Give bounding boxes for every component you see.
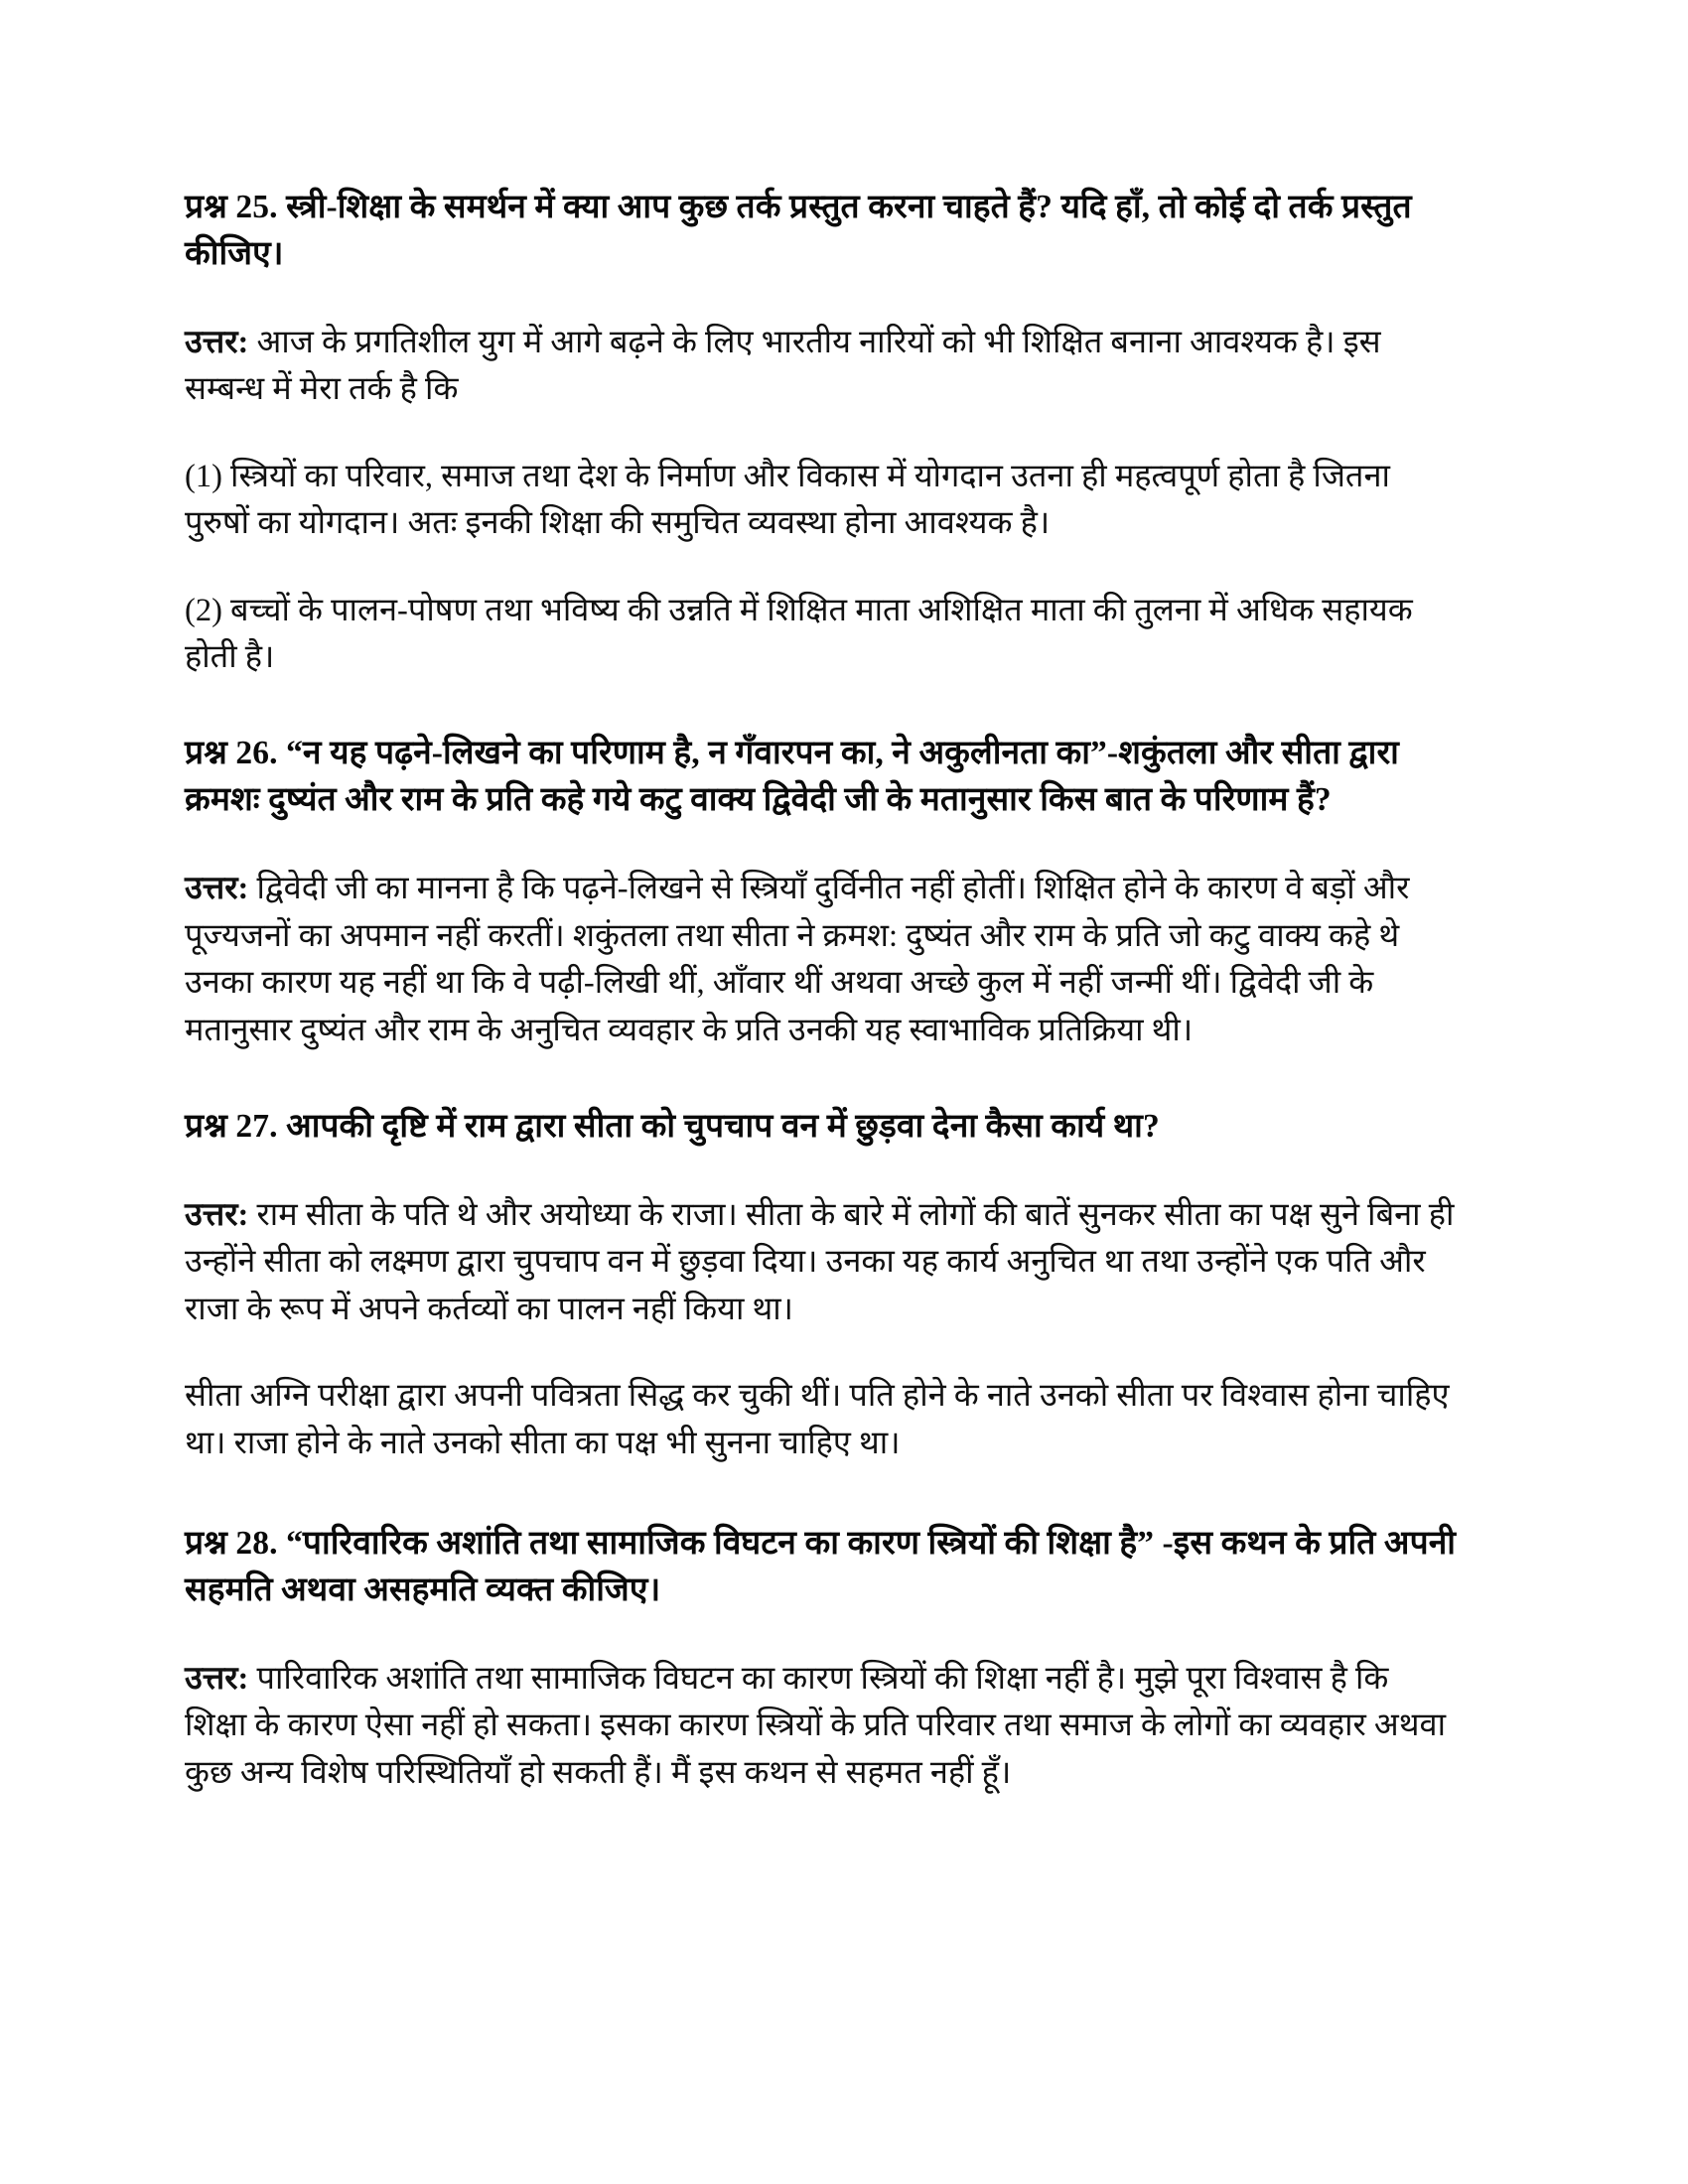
spacer <box>185 1467 1458 1521</box>
answer-label: उत्तर: <box>185 1660 249 1697</box>
answer-label: उत्तर: <box>185 1196 249 1233</box>
spacer <box>185 1614 1458 1656</box>
question-label: प्रश्न 26. <box>185 735 278 772</box>
question-26-heading: प्रश्न 26. “न यह पढ़ने-लिखने का परिणाम है, न गॅंवारपन का, ने अकुलीनता का”-शकुंतला और सीता द्वारा क्रमशः दुष्यंत और राम के प्रति कहे गये कटु वाक्य द्विवेदी जी के मतानुसार किस बात के परिणाम हैं? <box>185 735 1399 819</box>
question-28-heading: प्रश्न 28. “पारिवारिक अशांति तथा सामाजिक विघटन का कारण स्त्रियों की शिक्षा है” -इस कथन के प्रति अपनी सहमति अथवा असहमति व्यक्त कीजिए। <box>185 1525 1457 1608</box>
spacer <box>185 548 1458 588</box>
answer-label: उत्तर: <box>185 871 249 907</box>
spacer <box>185 278 1458 320</box>
answer-25-point-1: (1) स्त्रियों का परिवार, समाज तथा देश के निर्माण और विकास में योगदान उतना ही महत्वपूर्ण होता है जितना पुरुषों का योगदान। अतः इनकी शिक्षा की समुचित व्यवस्था होना आवश्यक है। <box>185 458 1390 542</box>
spacer <box>185 681 1458 731</box>
spacer <box>185 824 1458 866</box>
answer-label: उत्तर: <box>185 324 249 360</box>
answer-28-text: उत्तर: पारिवारिक अशांति तथा सामाजिक विघटन का कारण स्त्रियों की शिक्षा नहीं है। मुझे पूरा विश्वास है कि शिक्षा के कारण ऐसा नहीं हो सकता। इसका कारण स्त्रियों के प्रति परिवार तथा समाज के लोगों का व्यवहार अथवा कुछ अन्य विशेष परिस्थितियाँ हो सकती हैं। मैं इस कथन से सहमत नहीं हूँ। <box>185 1660 1447 1791</box>
question-label: प्रश्न 27. <box>185 1107 278 1145</box>
answer-25-text: उत्तर: आज के प्रगतिशील युग में आगे बढ़ने के लिए भारतीय नारियों को भी शिक्षित बनाना आवश्यक है। इस सम्बन्ध में मेरा तर्क है कि <box>185 324 1381 408</box>
answer-26-text: उत्तर: द्विवेदी जी का मानना है कि पढ़ने-लिखने से स्त्रियाँ दुर्विनीत नहीं होतीं। शिक्षित होने के कारण वे बड़ों और पूज्यजनों का अपमान नहीं करतीं। शकुंतला तथा सीता ने क्रमश: दुष्यंत और राम के प्रति जो कटु वाक्य कहे थे उनका कारण यह नहीं था कि वे पढ़ी-लिखी थीं, आँवार थीं अथवा अच्छे कुल में नहीं जन्मीं थीं। द्विवेदी जी के मतानुसार दुष्यंत और राम के अनुचित व्यवहार के प्रति उनकी यह स्वाभाविक प्रतिक्रिया थी। <box>185 871 1410 1048</box>
question-label: प्रश्न 25. <box>185 189 278 225</box>
answer-27-text: उत्तर: राम सीता के पति थे और अयोध्या के राजा। सीता के बारे में लोगों की बातें सुनकर सीता का पक्ष सुने बिना ही उन्होंने सीता को लक्ष्मण द्वारा चुपचाप वन में छुड़वा दिया। उनका यह कार्य अनुचित था तथा उन्होंने एक पति और राजा के रूप में अपने कर्तव्यों का पालन नहीं किया था। <box>185 1196 1455 1327</box>
spacer <box>185 1054 1458 1104</box>
question-label: प्रश्न 28. <box>185 1525 278 1563</box>
answer-27-paragraph-2: सीता अग्नि परीक्षा द्वारा अपनी पवित्रता सिद्ध कर चुकी थीं। पति होने के नाते उनको सीता पर विश्वास होना चाहिए था। राजा होने के नाते उनको सीता का पक्ष भी सुनना चाहिए था। <box>185 1378 1450 1461</box>
spacer <box>185 1151 1458 1192</box>
document-content <box>185 185 1458 1797</box>
answer-25-point-2: (2) बच्चों के पालन-पोषण तथा भविष्य की उन्नति में शिक्षित माता अशिक्षित माता की तुलना में अधिक सहायक होती है। <box>185 592 1413 675</box>
question-27-heading: प्रश्न 27. आपकी दृष्टि में राम द्वारा सीता को चुपचाप वन में छुड़वा देना कैसा कार्य था? <box>185 1107 1160 1145</box>
question-25-heading: प्रश्न 25. स्त्री-शिक्षा के समर्थन में क्या आप कुछ तर्क प्रस्तुत करना चाहते हैं? यदि हाँ, तो कोई दो तर्क प्रस्तुत कीजिए। <box>185 189 1412 272</box>
spacer <box>185 414 1458 454</box>
spacer <box>185 1333 1458 1373</box>
